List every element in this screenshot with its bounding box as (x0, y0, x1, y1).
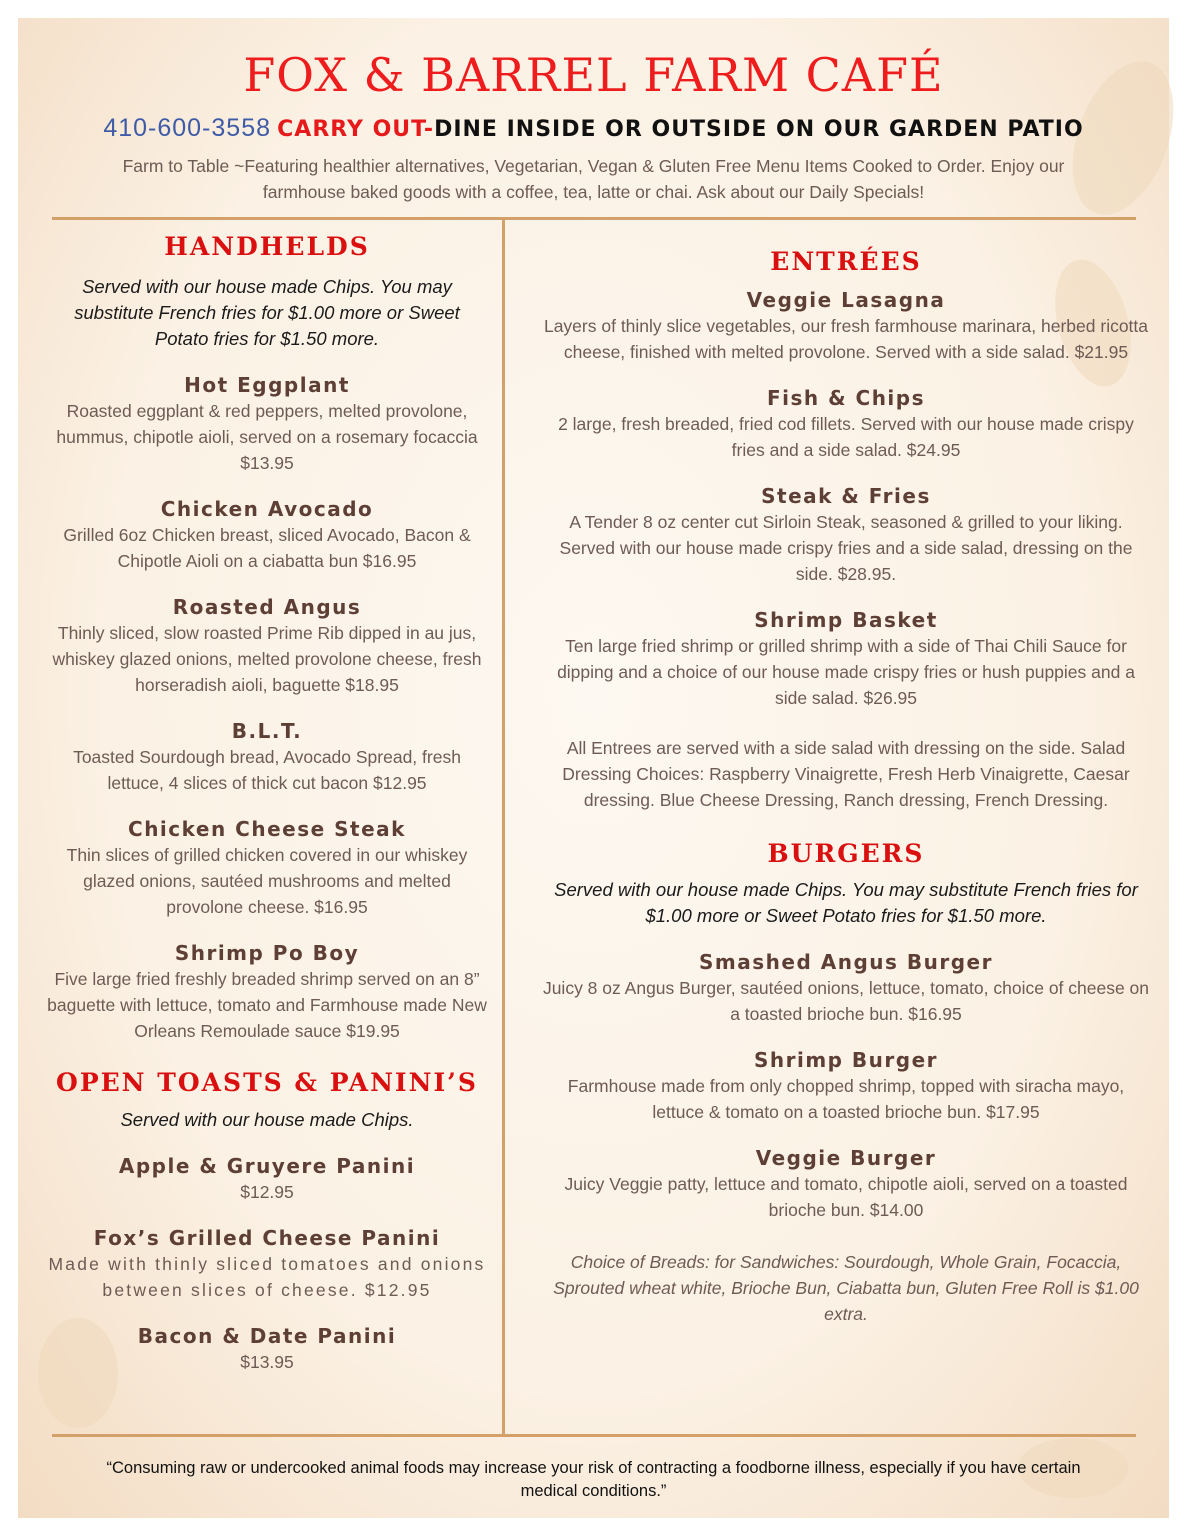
cafe-title: FOX & BARREL FARM CAFÉ (243, 48, 944, 102)
item-name: Shrimp Po Boy (174, 941, 360, 965)
health-disclaimer: “Consuming raw or undercooked animal foods may increase your risk of contracting a foodborne illness, especially if you have certain medical conditions.” (106, 1459, 1081, 1500)
handhelds-section (46, 232, 488, 1375)
menu-item (541, 1145, 1151, 1223)
menu-item (541, 483, 1151, 587)
item-description: Toasted Sourdough bread, Avocado Spread, fresh lettuce, 4 slices of thick cut bacon $12.95 (73, 747, 461, 793)
item-name: Fish & Chips (766, 386, 926, 410)
menu-item (46, 1323, 488, 1375)
menu-item (46, 372, 488, 476)
item-name: B.L.T. (231, 719, 303, 743)
section-heading: ENTRÉES (770, 247, 922, 276)
divider (52, 217, 1136, 220)
menu-item (541, 949, 1151, 1027)
contact-line (0, 114, 1187, 143)
menu-item (541, 607, 1151, 711)
item-description: $13.95 (240, 1352, 294, 1372)
menu-item (46, 594, 488, 698)
menu-item (46, 1153, 488, 1205)
item-name: Shrimp Burger (753, 1048, 939, 1072)
item-name: Bacon & Date Panini (137, 1324, 397, 1348)
menu-item (46, 718, 488, 796)
item-name: Chicken Cheese Steak (128, 817, 406, 841)
item-description: Juicy Veggie patty, lettuce and tomato, chipotle aioli, served on a toasted brioche bun. $14.00 (564, 1174, 1128, 1220)
item-name: Hot Eggplant (184, 373, 350, 397)
section-intro: Served with our house made Chips. You may substitute French fries for $1.00 more or Sweet Potato fries for $1.50 more. (554, 879, 1138, 926)
menu-item (46, 496, 488, 574)
item-name: Veggie Burger (755, 1146, 937, 1170)
item-description: Farmhouse made from only chopped shrimp, topped with siracha mayo, lettuce & tomato on a toasted brioche bun. $17.95 (567, 1076, 1125, 1122)
item-description: Made with thinly sliced tomatoes and onions between slices of cheese. $12.95 (48, 1254, 486, 1300)
item-description: Thinly sliced, slow roasted Prime Rib dipped in au jus, whiskey glazed onions, melted provolone cheese, fresh horseradish aioli, baguette $18.95 (52, 623, 482, 695)
menu-item (46, 816, 488, 920)
item-description: $12.95 (240, 1182, 294, 1202)
item-name: Fox’s Grilled Cheese Panini (93, 1226, 441, 1250)
item-name: Steak & Fries (761, 484, 931, 508)
item-name: Veggie Lasagna (746, 288, 946, 312)
section-intro: Served with our house made Chips. You may substitute French fries for $1.00 more or Sweet Potato fries for $1.50 more. (74, 276, 460, 349)
item-name: Shrimp Basket (754, 608, 938, 632)
item-name: Apple & Gruyere Panini (118, 1154, 416, 1178)
item-description: Layers of thinly slice vegetables, our fresh farmhouse marinara, herbed ricotta cheese, finished with melted provolone. Served with a side salad. $21.95 (543, 316, 1149, 362)
menu-item (46, 1225, 488, 1303)
item-description: Roasted eggplant & red peppers, melted provolone, hummus, chipotle aioli, served on a rosemary focaccia $13.95 (56, 401, 478, 473)
item-name: Roasted Angus (172, 595, 362, 619)
item-description: Thin slices of grilled chicken covered in our whiskey glazed onions, sautéed mushrooms and melted provolone cheese. $16.95 (66, 845, 468, 917)
item-description: A Tender 8 oz center cut Sirloin Steak, seasoned & grilled to your liking. Served with our house made crispy fries and a side salad, dressing on the side. $28.95. (559, 512, 1133, 584)
section-heading: OPEN TOASTS & PANINI’S (56, 1068, 478, 1097)
bread-choices: Choice of Breads: for Sandwiches: Sourdough, Whole Grain, Focaccia, Sprouted wheat white, Brioche Bun, Ciabatta bun, Gluten Free Roll is $1.00 extra. (553, 1252, 1139, 1324)
entrees-section (541, 247, 1151, 1327)
item-description: 2 large, fresh breaded, fried cod fillets. Served with our house made crispy fries and a side salad. $24.95 (558, 414, 1134, 460)
section-heading: BURGERS (767, 839, 925, 868)
item-description: Five large fried freshly breaded shrimp served on an 8” baguette with lettuce, tomato and Farmhouse made New Orleans Remoulade sauce $19.95 (47, 969, 487, 1041)
menu-item (46, 940, 488, 1044)
section-intro: Served with our house made Chips. (120, 1109, 414, 1130)
item-description: Juicy 8 oz Angus Burger, sautéed onions, lettuce, tomato, choice of cheese on a toasted brioche bun. $16.95 (542, 978, 1150, 1024)
menu-item (541, 1047, 1151, 1125)
menu-item (541, 287, 1151, 365)
tagline: Farm to Table ~Featuring healthier alternatives, Vegetarian, Vegan & Gluten Free Menu Items Cooked to Order. Enjoy our farmhouse baked goods with a coffee, tea, latte or chai. Ask about our Daily Specials! (122, 156, 1065, 202)
dine-label: DINE INSIDE OR OUTSIDE ON OUR GARDEN PATIO (434, 117, 1084, 142)
dressing-note: All Entrees are served with a side salad with dressing on the side. Salad Dressing Choices: Raspberry Vinaigrette, Fresh Herb Vinaigrette, Caesar dressing. Blue Cheese Dressing, Ranch dressing, French Dressing. (562, 738, 1130, 810)
column-divider (502, 218, 505, 1436)
item-name: Chicken Avocado (160, 497, 374, 521)
carry-out-label: CARRY OUT- (277, 117, 435, 142)
divider (52, 1434, 1136, 1437)
phone-number: 410-600-3558 (103, 114, 272, 142)
item-description: Ten large fried shrimp or grilled shrimp with a side of Thai Chili Sauce for dipping and a choice of our house made crispy fries or hush puppies and a side salad. $26.95 (557, 636, 1135, 708)
section-heading: HANDHELDS (164, 232, 370, 261)
item-name: Smashed Angus Burger (699, 950, 993, 974)
menu-item (541, 385, 1151, 463)
item-description: Grilled 6oz Chicken breast, sliced Avocado, Bacon & Chipotle Aioli on a ciabatta bun $16.95 (63, 525, 471, 571)
